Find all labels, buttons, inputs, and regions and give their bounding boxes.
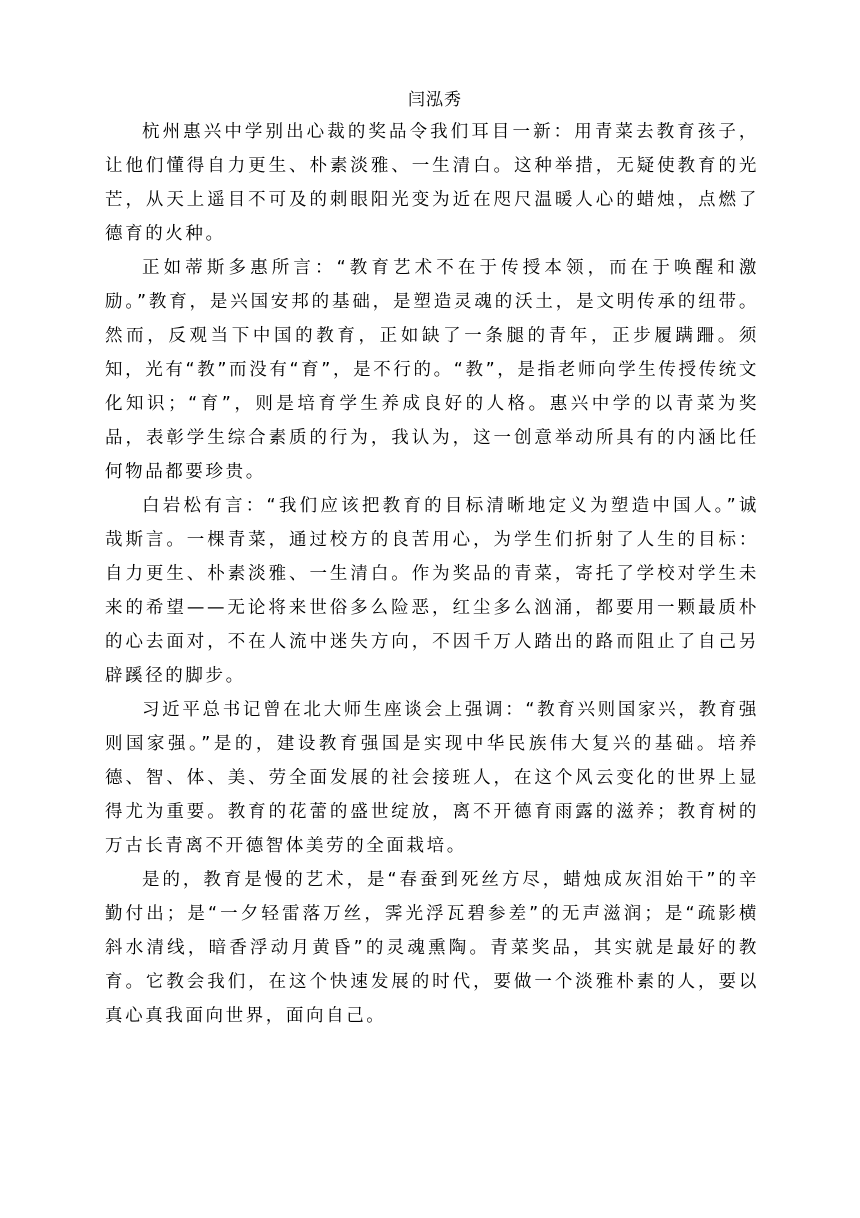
paragraph-4: 习近平总书记曾在北大师生座谈会上强调：“教育兴则国家兴，教育强则国家强。”是的，建设教育强国是实现中华民族伟大复兴的基础。培养德、智、体、美、劳全面发展的社会接班人，在这个风云变化的世界上显得尤为重要。教育的花蕾的盛世绽放，离不开德育雨露的滋养；教育树的万古长青离不开德智体美劳的全面栽培。 [105,700,759,856]
paragraph-2: 正如蒂斯多惠所言：“教育艺术不在于传授本领，而在于唤醒和激励。”教育，是兴国安邦的基础，是塑造灵魂的沃土，是文明传承的纽带。然而，反观当下中国的教育，正如缺了一条腿的青年，正步履蹒跚。须知，光有“教”而没有“育”，是不行的。“教”，是指老师向学生传授传统文化知识；“育”，则是培育学生养成良好的人格。惠兴中学的以青菜为奖品，表彰学生综合素质的行为，我认为，这一创意举动所具有的内涵比任何物品都要珍贵。 [105,258,759,482]
author-name: 闫泓秀 [408,90,462,110]
paragraph-5: 是的，教育是慢的艺术，是“春蚕到死丝方尽，蜡烛成灰泪始干”的辛勤付出；是“一夕轻雷落万丝，霁光浮瓦碧参差”的无声滋润；是“疏影横斜水清线，暗香浮动月黄昏”的灵魂熏陶。青菜奖品，其实就是最好的教育。它教会我们，在这个快速发展的时代，要做一个淡雅朴素的人，要以真心真我面向世界，面向自己。 [105,870,759,1026]
document-page [105,86,759,1033]
paragraph-1: 杭州惠兴中学别出心裁的奖品令我们耳目一新：用青菜去教育孩子，让他们懂得自力更生、朴素淡雅、一生清白。这种举措，无疑使教育的光芒，从天上遥目不可及的刺眼阳光变为近在咫尺温暖人心的蜡烛，点燃了德育的火种。 [105,122,759,244]
paragraph-3: 白岩松有言：“我们应该把教育的目标清晰地定义为塑造中国人。”诚哉斯言。一棵青菜，通过校方的良苦用心，为学生们折射了人生的目标：自力更生、朴素淡雅、一生清白。作为奖品的青菜，寄托了学校对学生未来的希望——无论将来世俗多么险恶，红尘多么汹涌，都要用一颗最质朴的心去面对，不在人流中迷失方向，不因千万人踏出的路而阻止了自己另辟蹊径的脚步。 [105,496,759,686]
